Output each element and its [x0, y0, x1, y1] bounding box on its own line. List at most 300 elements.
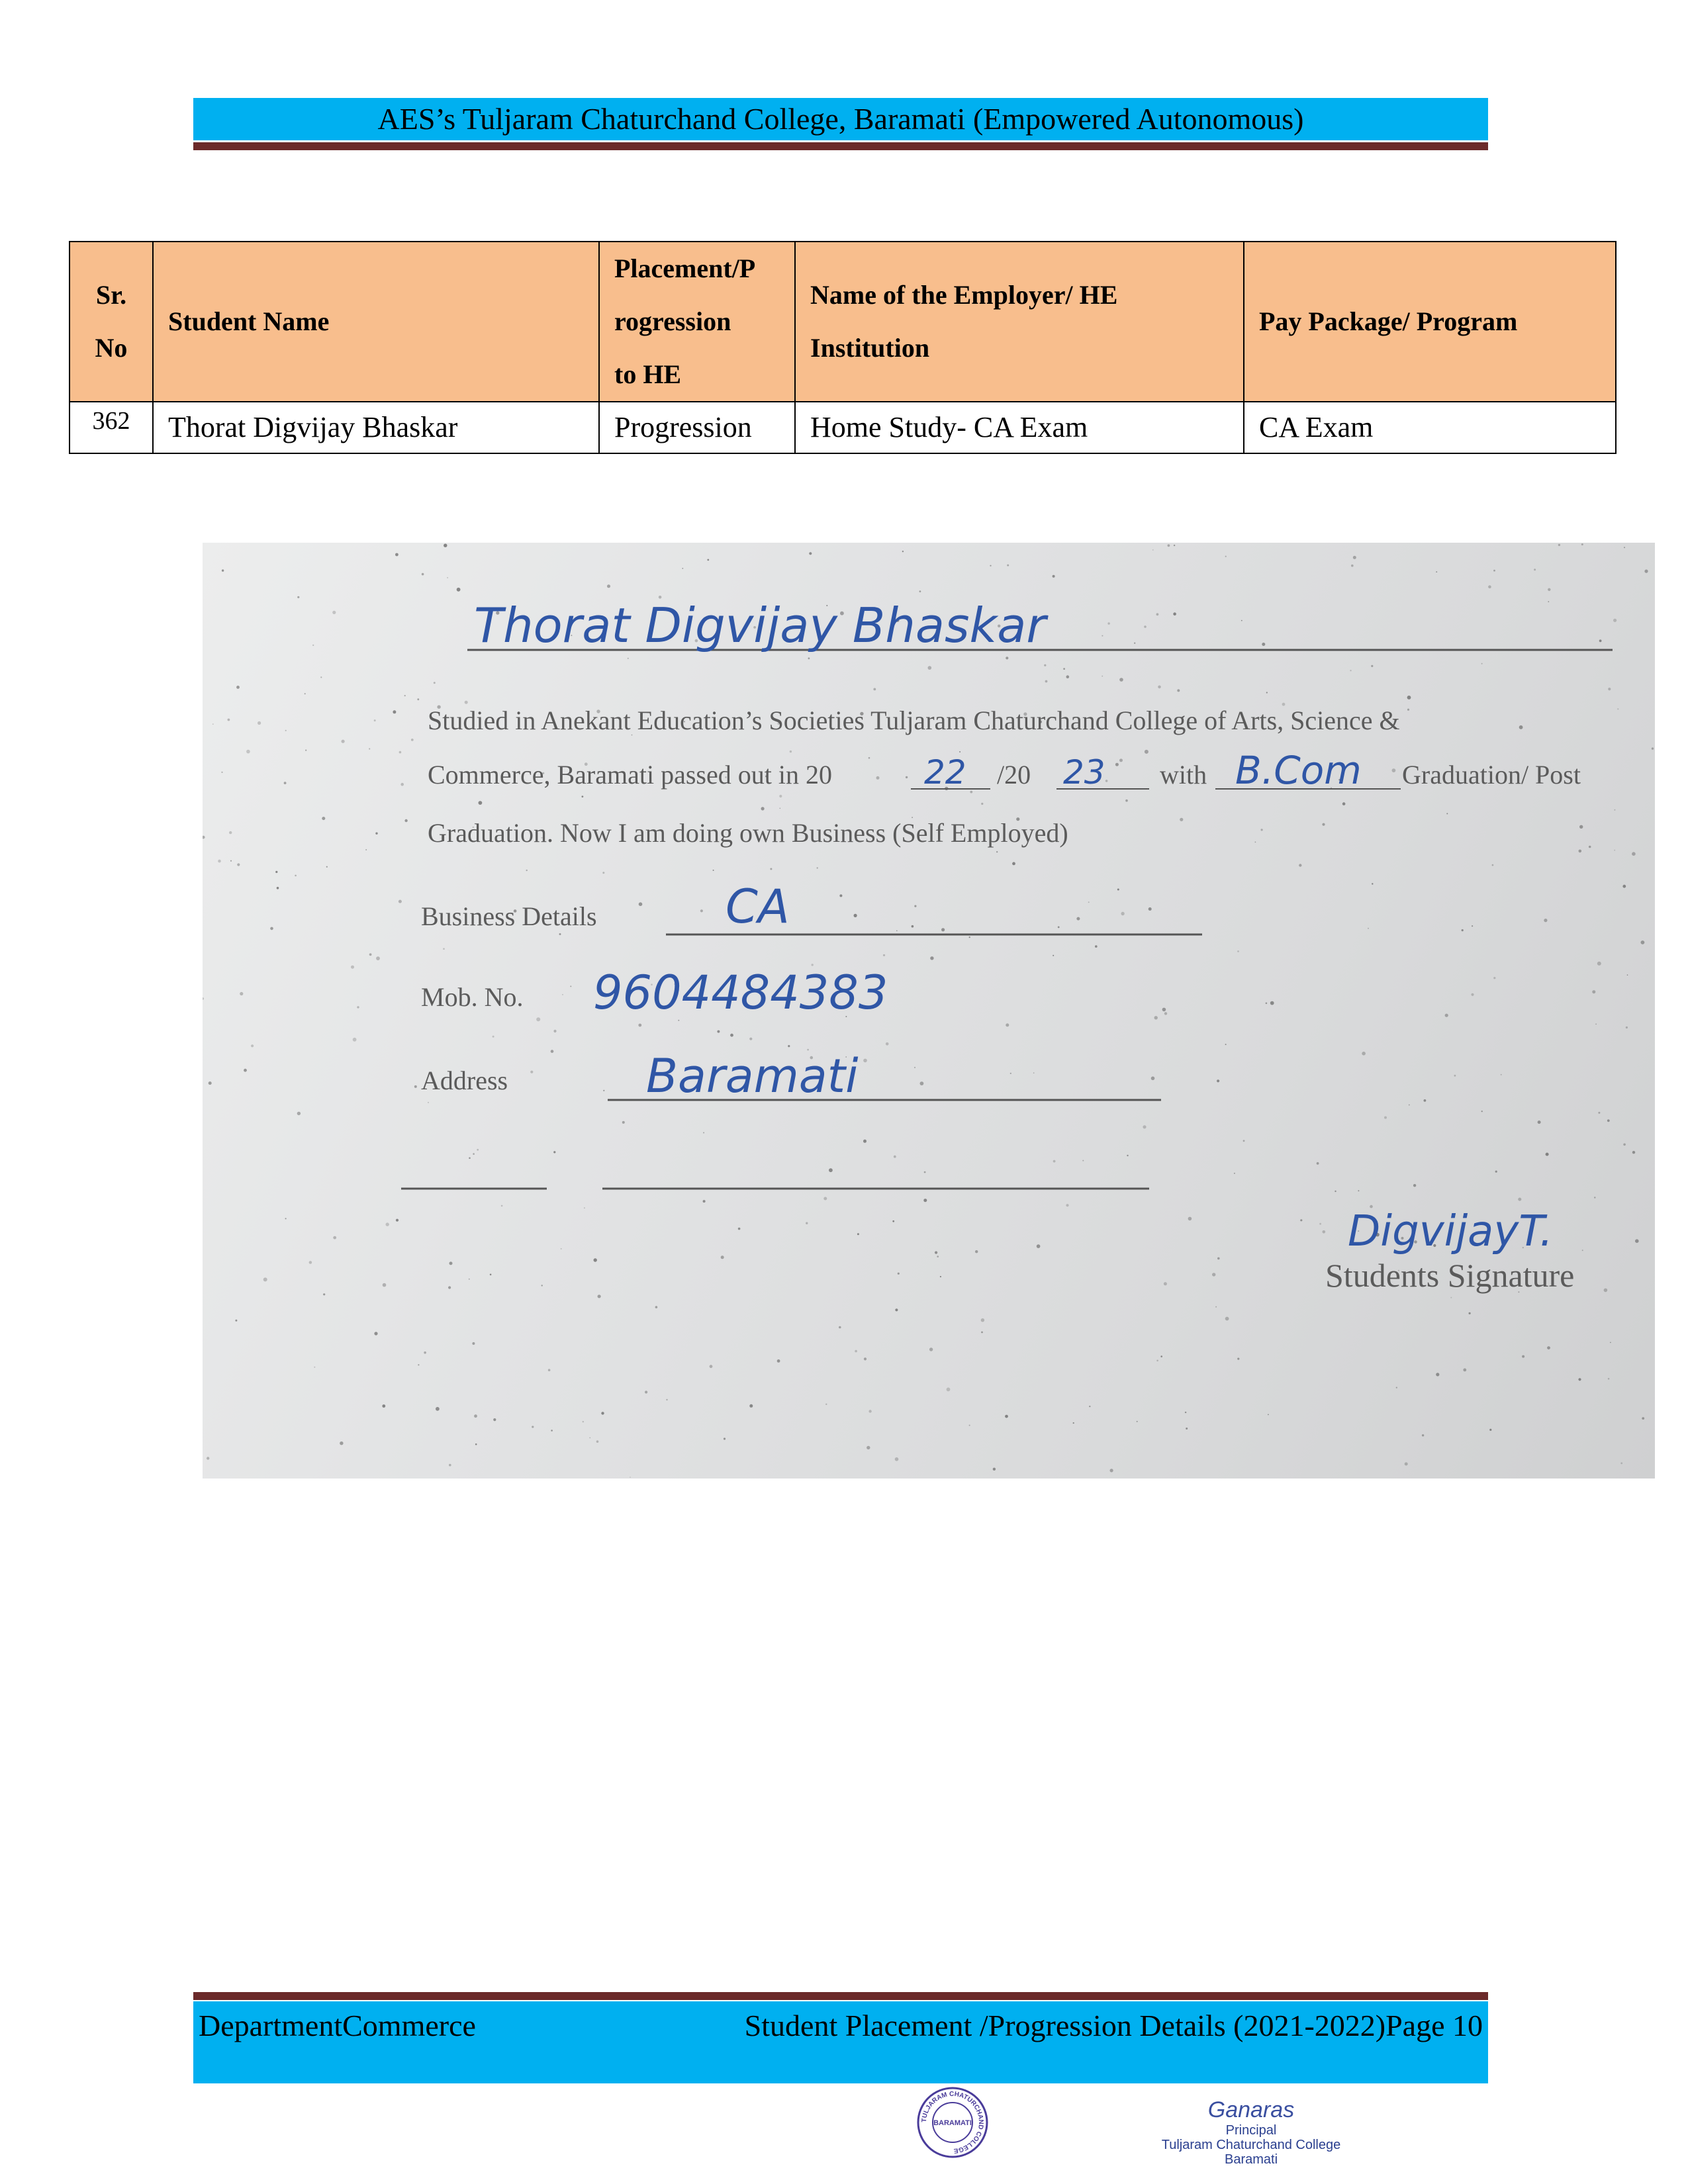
table-row [70, 402, 1616, 453]
scan-speckle [1053, 955, 1054, 956]
scan-speckle [1217, 1257, 1220, 1260]
scan-speckle [553, 1030, 556, 1032]
cell-placement: Progression [599, 402, 795, 453]
address-label: Address [421, 1066, 508, 1095]
scan-speckle [203, 997, 204, 1000]
footer-divider [193, 1992, 1488, 2000]
scan-speckle [975, 1250, 978, 1253]
scan-speckle [1644, 570, 1648, 573]
form-line-3: Graduation. Now I am doing own Business (Self Employed) [428, 818, 1068, 848]
scan-speckle [228, 719, 230, 721]
scan-speckle [1149, 907, 1152, 911]
scan-speckle [396, 1219, 399, 1222]
scan-speckle [1519, 725, 1523, 729]
scan-speckle [1422, 1434, 1424, 1436]
scan-speckle [1445, 1014, 1448, 1017]
scan-speckle [411, 739, 414, 741]
scan-speckle [738, 1228, 741, 1230]
table-header-row [70, 242, 1616, 402]
scan-speckle [1007, 565, 1009, 567]
seal-center-text: BARAMATI [933, 2119, 972, 2127]
scan-speckle [857, 1233, 859, 1235]
scan-speckle [1143, 1125, 1146, 1128]
scan-speckle [351, 966, 354, 969]
scan-speckle [1102, 676, 1103, 677]
scan-speckle [902, 551, 904, 552]
scan-speckle [721, 1255, 724, 1259]
scan-speckle [1137, 1421, 1138, 1422]
scan-speckle [1642, 1417, 1644, 1420]
scan-speckle [1299, 864, 1301, 866]
mobile-value: 9604484383 [593, 966, 888, 1020]
scan-speckle [1608, 688, 1611, 690]
scan-speckle [1493, 570, 1495, 572]
scan-speckle [790, 751, 792, 752]
scan-speckle [1089, 1406, 1090, 1407]
scan-speckle [970, 791, 972, 794]
scan-speckle [947, 1388, 951, 1392]
scan-speckle [1319, 1223, 1321, 1225]
scan-speckle [1342, 802, 1346, 805]
scan-speckle [1162, 1008, 1166, 1012]
scan-speckle [1407, 696, 1411, 700]
scan-speckle [914, 905, 916, 907]
scan-speckle [1154, 1016, 1158, 1019]
scan-speckle [376, 956, 380, 960]
scan-speckle [639, 902, 643, 906]
scan-speckle [1604, 1289, 1608, 1293]
scan-speckle [333, 1236, 336, 1240]
scan-speckle [1160, 1355, 1162, 1357]
scan-speckle [1392, 768, 1396, 772]
scan-speckle [940, 1276, 941, 1277]
scan-speckle [1548, 601, 1549, 602]
scan-speckle [1012, 862, 1015, 866]
scan-speckle [418, 1364, 419, 1365]
scan-speckle [263, 1277, 267, 1281]
scan-speckle [1266, 1003, 1268, 1005]
scan-speckle [1144, 625, 1147, 628]
scan-speckle [357, 1006, 359, 1008]
scan-speckle [839, 894, 842, 897]
scan-speckle [1492, 864, 1494, 866]
scan-speckle [530, 1071, 533, 1073]
scan-speckle [353, 1038, 357, 1042]
scan-speckle [473, 1153, 475, 1155]
scan-speckle [393, 710, 396, 713]
scan-speckle [244, 1069, 247, 1072]
scan-speckle [1323, 1230, 1326, 1234]
scan-speckle [1614, 809, 1615, 811]
form-drawing [203, 543, 1655, 1479]
scan-speckle [1599, 639, 1602, 642]
scan-speckle [222, 569, 224, 571]
scan-speckle [1594, 1197, 1595, 1198]
scan-speckle [730, 1034, 733, 1037]
principal-title: Principal [1225, 2123, 1277, 2138]
scan-speckle [1107, 622, 1109, 624]
scan-speckle [876, 776, 880, 780]
scan-speckle [559, 933, 561, 935]
scan-speckle [1063, 668, 1065, 670]
form-line-2c: with [1160, 760, 1207, 790]
scan-speckle [443, 948, 445, 950]
header-divider [193, 142, 1488, 150]
scan-speckle [1493, 977, 1495, 979]
scan-speckle [314, 1367, 315, 1368]
scan-speckle [924, 1171, 926, 1173]
scan-speckle [1623, 1144, 1626, 1146]
scan-speckle [207, 1457, 209, 1459]
scan-speckle [1607, 1119, 1610, 1122]
form-line-2b: /20 [997, 760, 1031, 790]
scan-speckle [749, 1038, 752, 1040]
scan-speckle [589, 1437, 590, 1439]
scan-speckle [582, 796, 584, 797]
scan-speckle [1164, 1282, 1167, 1285]
scan-speckle [1622, 885, 1626, 888]
scan-speckle [1436, 571, 1437, 572]
scan-speckle [829, 1168, 833, 1172]
scan-speckle [707, 559, 709, 561]
scan-speckle [212, 723, 214, 725]
scan-speckle [1225, 1317, 1229, 1321]
form-line-1: Studied in Anekant Education’s Societies Tuljaram Chaturchand College of Arts, Science & [428, 705, 1400, 735]
form-line-2a: Commerce, Baramati passed out in 20 [428, 760, 832, 790]
scan-speckle [602, 872, 604, 874]
scan-speckle [1617, 708, 1618, 709]
scan-speckle [322, 817, 325, 820]
scan-speckle [493, 1418, 496, 1421]
scan-speckle [1627, 974, 1628, 976]
scan-speckle [1538, 1120, 1541, 1124]
scan-speckle [1495, 1171, 1497, 1173]
cell-employer: Home Study- CA Exam [795, 402, 1244, 453]
scan-speckle [809, 552, 812, 555]
scan-speckle [993, 1468, 996, 1471]
scan-speckle [1261, 829, 1263, 831]
scan-speckle [868, 757, 870, 759]
scan-speckle [1598, 1112, 1600, 1114]
scan-speckle [1300, 1219, 1302, 1221]
scan-speckle [414, 1085, 417, 1088]
scan-speckle [340, 1441, 343, 1445]
scan-speckle [548, 1369, 551, 1371]
scan-speckle [1368, 928, 1369, 929]
college-seal [916, 2086, 989, 2159]
scan-speckle [930, 956, 933, 960]
signature-label: Students Signature [1325, 1257, 1575, 1294]
scan-speckle [474, 1414, 477, 1418]
scan-speckle [1632, 1151, 1635, 1154]
scan-speckle [469, 1279, 470, 1280]
scan-speckle [1547, 1346, 1550, 1349]
scan-speckle [1450, 1297, 1452, 1298]
header-student-name: Student Name [153, 242, 599, 402]
scan-speckle [969, 1425, 970, 1426]
degree-value: B.Com [1235, 748, 1362, 793]
scan-speckles [203, 543, 1654, 1478]
scan-speckle [1462, 929, 1464, 931]
scan-speckle [326, 866, 328, 868]
scan-speckle [923, 1199, 927, 1202]
business-value: CA [726, 880, 790, 934]
scan-speckle [1582, 1250, 1583, 1251]
scan-speckle [959, 751, 961, 752]
scan-speckle [1268, 1414, 1269, 1416]
scan-speckle [1454, 1075, 1456, 1077]
scan-speckle [553, 1151, 555, 1153]
scan-speckle [1234, 1173, 1235, 1174]
scan-speckle [1407, 709, 1409, 711]
scan-speckle [724, 1437, 726, 1439]
scan-speckle [863, 1059, 867, 1063]
year-to: 23 [1063, 753, 1105, 792]
scan-speckle [622, 1121, 625, 1124]
scan-speckle [1335, 1191, 1336, 1192]
scan-speckle [1186, 1428, 1188, 1430]
scan-speckle [855, 1350, 857, 1353]
scan-speckle [1117, 889, 1119, 891]
scan-speckle [312, 645, 314, 646]
scan-speckle [780, 808, 781, 809]
page-header [193, 98, 1488, 140]
scan-speckle [536, 1017, 540, 1021]
scan-speckle [678, 1020, 679, 1021]
scan-speckle [1215, 1306, 1217, 1308]
scan-speckle [284, 782, 287, 784]
scan-speckle [1237, 1358, 1239, 1360]
scan-speckle [332, 611, 336, 614]
principal-stamp [1152, 2097, 1350, 2167]
scan-speckle [1579, 850, 1582, 853]
scan-speckle [868, 1410, 871, 1412]
scan-speckle [981, 1332, 983, 1334]
header-employer: Name of the Employer/ HE Institution [795, 242, 1244, 402]
scan-speckle [246, 750, 250, 754]
scan-speckle [375, 833, 377, 835]
scan-speckle [1362, 1052, 1366, 1056]
scan-speckle [825, 1404, 827, 1405]
scan-speckle [777, 1359, 780, 1363]
scan-speckle [209, 1081, 212, 1085]
cell-pay-package: CA Exam [1244, 402, 1616, 453]
scan-speckle [551, 1430, 553, 1432]
scan-speckle [1033, 1072, 1035, 1073]
scan-speckle [1632, 852, 1636, 856]
scan-speckle [404, 819, 407, 822]
scan-speckle [369, 953, 372, 956]
scan-speckle [1217, 1079, 1219, 1082]
scan-speckle [477, 1149, 479, 1151]
seal-ring-text: TULJARAM CHATURCHAND COLLEGE [920, 2090, 985, 2155]
scan-speckle [526, 870, 528, 871]
scan-speckle [1151, 1077, 1155, 1081]
scan-speckle [1488, 585, 1491, 588]
scan-speckle [920, 1081, 924, 1085]
scan-speckle [1544, 919, 1547, 922]
scan-speckle [603, 1090, 604, 1091]
scan-speckle [422, 573, 424, 576]
scan-speckle [1641, 940, 1645, 944]
scan-speckle [1371, 665, 1373, 667]
scan-speckle [562, 994, 563, 995]
scan-speckle [1119, 758, 1123, 762]
scan-speckle [886, 1042, 889, 1046]
cell-student-name: Thorat Digvijay Bhaskar [153, 402, 599, 453]
scan-speckle [583, 1421, 584, 1422]
scan-speckle [1225, 1044, 1227, 1045]
scan-speckle [386, 1222, 389, 1226]
scan-speckle [320, 676, 322, 678]
scan-speckle [717, 1030, 720, 1033]
scan-speckle [1152, 549, 1154, 551]
scan-speckle [297, 1112, 301, 1115]
scan-speckle [1595, 1024, 1597, 1025]
scan-speckle [823, 1197, 827, 1201]
scan-speckle [703, 1200, 706, 1203]
scan-speckle [1597, 962, 1601, 966]
scan-speckle [601, 1412, 604, 1414]
scan-speckle [1095, 945, 1098, 948]
scan-speckle [906, 776, 908, 778]
scan-speckle [914, 1067, 915, 1068]
scan-speckle [323, 1293, 325, 1295]
scan-speckle [434, 682, 436, 684]
scan-speckle [1610, 1342, 1611, 1343]
scan-speckle [1592, 990, 1595, 993]
scan-speckle [873, 688, 876, 691]
scan-speckle [1608, 1378, 1610, 1380]
scan-speckle [839, 1326, 841, 1329]
scan-speckle [1614, 850, 1615, 851]
scan-speckle [1372, 883, 1373, 884]
scan-speckle [1481, 1111, 1483, 1112]
scan-speckle [551, 1050, 554, 1053]
scan-speckle [710, 1365, 713, 1368]
scan-speckle [1424, 1099, 1427, 1102]
scan-speckle [479, 801, 483, 805]
scan-speckle [541, 1285, 543, 1286]
scan-speckle [867, 1446, 870, 1449]
scan-speckle [1145, 750, 1149, 754]
scan-speckle [383, 1283, 387, 1287]
scan-speckle [981, 803, 983, 805]
scan-speckle [1173, 612, 1176, 615]
scan-speckle [236, 686, 240, 689]
scan-speckle [928, 666, 932, 670]
scan-speckle [919, 590, 921, 592]
scan-speckle [1076, 917, 1080, 921]
business-label: Business Details [421, 901, 597, 931]
scan-speckle [218, 860, 221, 863]
scan-speckle [854, 914, 857, 917]
scan-speckle [935, 1251, 937, 1254]
scan-speckle [490, 1274, 492, 1276]
scan-speckle [808, 657, 810, 659]
scan-speckle [1518, 1198, 1521, 1201]
scan-speckle [1053, 575, 1055, 578]
scan-speckle [400, 783, 404, 786]
scan-speckle [1578, 1378, 1581, 1381]
scan-speckle [937, 1255, 939, 1257]
scan-speckle [417, 698, 419, 700]
scan-speckle [630, 1477, 631, 1478]
scan-speckle [1413, 1184, 1416, 1187]
scan-speckle [1469, 1312, 1471, 1314]
scan-speckle [469, 1158, 471, 1160]
address-value: Baramati [646, 1049, 859, 1103]
scan-speckle [1066, 1204, 1068, 1206]
scan-speckle [561, 1248, 562, 1250]
scan-speckle [1121, 912, 1124, 915]
scan-speckle [682, 568, 683, 569]
scan-speckle [1489, 1429, 1491, 1431]
scan-speckle [1266, 692, 1268, 693]
scan-speckle [1534, 569, 1536, 570]
placement-table [69, 241, 1617, 454]
scan-speckle [996, 851, 998, 852]
scan-speckle [981, 1318, 984, 1322]
scan-speckle [1436, 1373, 1439, 1376]
scan-speckle [1006, 657, 1008, 659]
scan-speckle [428, 1102, 429, 1103]
scan-speckle [895, 1308, 898, 1311]
scan-speckle [1212, 1273, 1215, 1276]
scan-speckle [749, 1404, 753, 1408]
scan-speckle [297, 596, 299, 598]
scan-speckle [1127, 1155, 1128, 1156]
scan-speckle [1110, 1469, 1113, 1472]
scan-speckle [436, 1407, 440, 1411]
scan-speckle [1156, 613, 1159, 615]
scan-speckle [309, 1261, 312, 1264]
scan-speckle [713, 870, 714, 871]
scan-speckle [275, 871, 277, 873]
scan-speckle [594, 1258, 597, 1261]
scan-speckle [449, 1261, 453, 1265]
header-title: AES’s Tuljaram Chaturchand College, Baramati (Empowered Autonomous) [377, 102, 1304, 136]
scan-speckle [666, 1399, 667, 1400]
scan-speckle [703, 1132, 704, 1134]
scan-speckle [892, 1220, 894, 1222]
scan-speckle [1351, 565, 1354, 567]
scan-speckle [1180, 818, 1183, 821]
scan-speckle [285, 1218, 287, 1219]
scan-speckle [1188, 1217, 1192, 1221]
scan-speckle [258, 721, 261, 725]
principal-city: Baramati [1224, 2152, 1278, 2167]
scan-speckle [896, 931, 898, 932]
scan-speckle [237, 863, 240, 866]
scan-speckle [251, 1044, 254, 1047]
scan-speckle [1102, 635, 1103, 637]
scan-speckle [628, 658, 629, 659]
scan-speckle [382, 1404, 385, 1408]
scan-speckle [1472, 925, 1473, 927]
scan-speckle [240, 992, 243, 995]
scan-speckle [1396, 1387, 1397, 1388]
scan-speckle [1134, 643, 1135, 644]
scan-speckle [365, 849, 367, 850]
scan-speckle [492, 1036, 494, 1038]
scan-speckle [1581, 543, 1583, 545]
scan-speckle [270, 927, 273, 931]
scan-speckle [1088, 901, 1090, 903]
scan-speckle [424, 1351, 426, 1354]
scan-speckle [1225, 556, 1227, 557]
scan-speckle [1384, 1116, 1387, 1119]
